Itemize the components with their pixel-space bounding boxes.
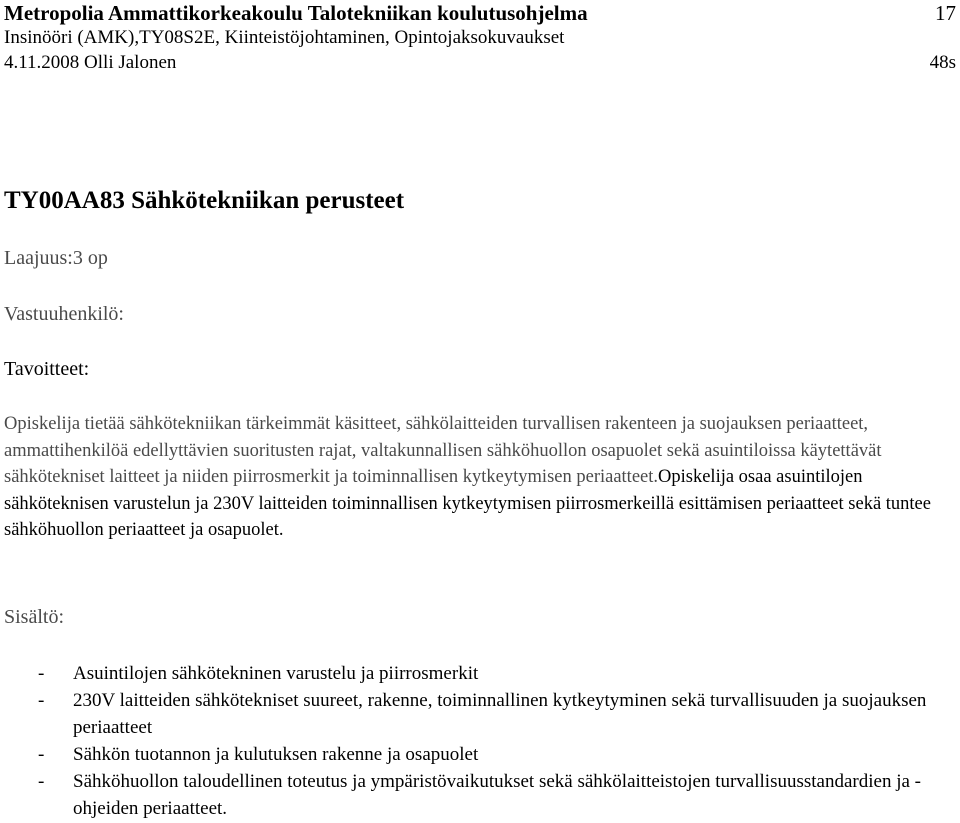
course-responsible: Vastuuhenkilö: [4,303,124,325]
document-header-meta [4,51,956,75]
content-label: Sisältö: [4,606,65,628]
course-title: TY00AA83 Sähkötekniikan perusteet [4,187,405,214]
list-item-text: Sähkön tuotannon ja kulutuksen rakenne ja osapuolet [73,744,479,765]
term: 48s [929,52,956,73]
list-item: - Sähköhuollon taloudellinen toteutus ja ympäristövaikutukset sekä sähkölaitteistojen turvallisuusstandardien ja -ohjeiden periaatteet. [38,771,921,819]
page-number: 17 [935,1,956,25]
course-scope: Laajuus:3 op [4,247,108,269]
list-item: - 230V laitteiden sähkötekniset suureet, rakenne, toiminnallinen kytkeytyminen sekä turvallisuuden ja suojauksen periaatteet [38,690,927,738]
goals-label: Tavoitteet: [4,358,90,380]
list-item-text: Sähköhuollon taloudellinen toteutus ja ympäristövaikutukset sekä sähkölaitteistojen turvallisuusstandardien ja -ohjeiden periaatteet. [73,771,921,819]
date-author: 4.11.2008 Olli Jalonen [4,52,177,73]
goals-paragraph [4,411,960,544]
program-name: Insinööri (AMK),TY08S2E, Kiinteistöjohtaminen, Opintojaksokuvaukset [4,27,565,48]
list-item-text: Asuintilojen sähkötekninen varustelu ja piirrosmerkit [73,663,479,684]
goals-text-skills: Opiskelija osaa asuintilojen sähköteknisen varustelun ja 230V laitteiden toiminnallisen kytkeytymisen piirrosmerkeillä esittämisen periaatteet sekä tuntee sähköhuollon periaatteet ja osapuolet. [4,467,931,540]
document-header-org [4,0,956,26]
list-item: - Asuintilojen sähkötekninen varustelu ja piirrosmerkit [38,663,479,684]
content-list [4,660,954,822]
org-name: Metropolia Ammattikorkeakoulu Talotekniikan koulutusohjelma [4,1,588,25]
goals-text-knowledge: Opiskelija tietää sähkötekniikan tärkeimmät käsitteet, sähkölaitteiden turvallisen rakenteen ja suojauksen periaatteet, ammattihenkilöä edellyttävien suoritusten rajat, valtakunnallisen sähköhuollon osapuolet sekä asuintiloissa käytettävät sähkötekniset laitteet ja niiden piirrosmerkit ja toiminnallisen kytkeytymisen periaatteet. [4,414,882,487]
document-header-program [4,26,956,50]
list-item-text: 230V laitteiden sähkötekniset suureet, rakenne, toiminnallinen kytkeytyminen sekä turvallisuuden ja suojauksen periaatteet [73,690,927,738]
list-item: - Sähkön tuotannon ja kulutuksen rakenne ja osapuolet [38,744,479,765]
